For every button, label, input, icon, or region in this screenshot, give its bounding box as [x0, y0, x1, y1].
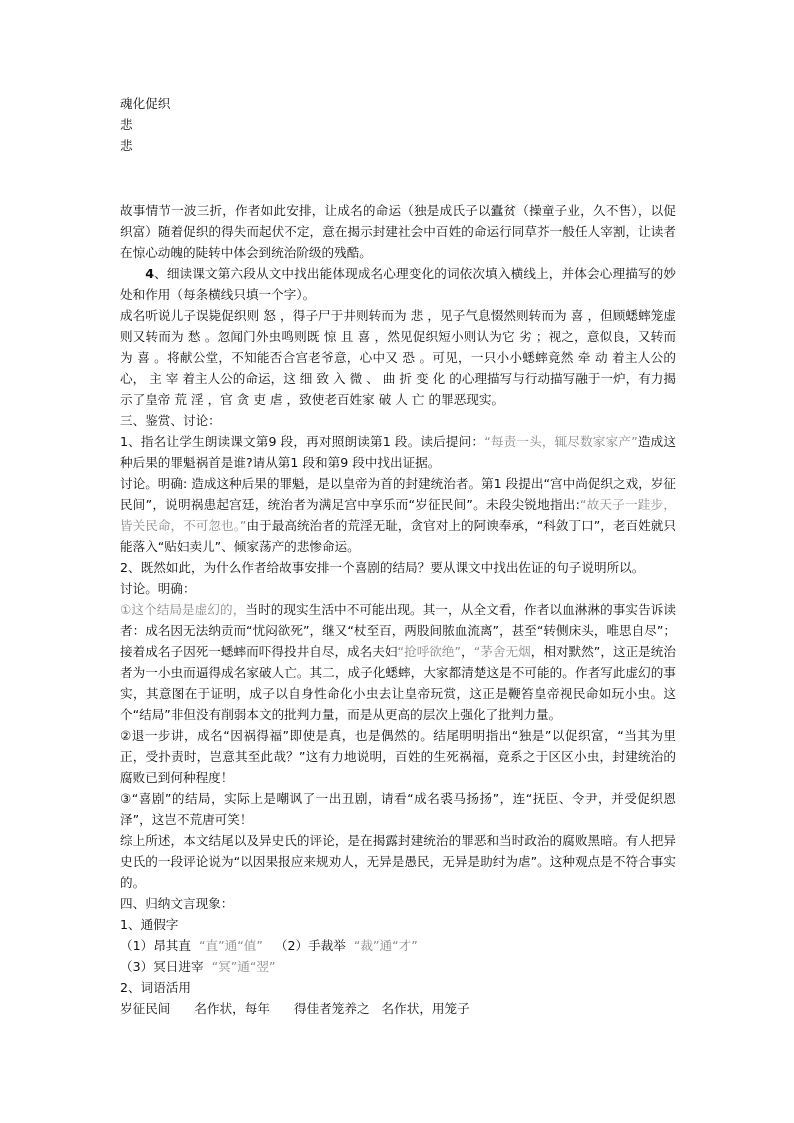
example: （1）昂其直 — [120, 938, 199, 953]
punctuation: ， — [461, 644, 474, 659]
subsection-heading: 1、通假字 — [120, 917, 179, 932]
question-4 — [120, 263, 676, 305]
fragment-line: 悲 — [120, 117, 133, 132]
conclusion-lead: ①这个结局是虚幻的， — [120, 602, 246, 617]
explanation: “直”通“值” — [199, 938, 263, 953]
quote: “茅舍无烟 — [473, 644, 531, 659]
quote: “抢呼欲绝” — [397, 644, 462, 659]
fragment-line: 魂化促织 — [120, 96, 171, 111]
example: （3）冥日进宰 — [120, 959, 212, 974]
story-paragraph: 故事情节一波三折，作者如此安排，让成名的命运（独是成氏子以蠹贫（操童子业，久不售），以促织富）随着促织的得失而起伏不定，意在揭示封建社会中百姓的命运行同草芥一般任人宰割，让读者在惊心动魄的陡转中体会到统治阶级的残酷。 — [120, 203, 676, 260]
conclusion-3: ③“喜剧”的结局，实际上是嘲讽了一出丑剧，请看“成名裘马扬扬”，连“抚臣、令尹，并受促织恩泽”，这岂不荒唐可笑！ — [120, 791, 676, 827]
question-1 — [120, 431, 676, 473]
discussion-label: 讨论。明确： — [120, 581, 196, 596]
question-2: 2、既然如此，为什么作者给故事安排一个喜剧的结局？要从课文中找出佐证的句子说明所以。 — [120, 560, 645, 575]
quote: “故天子一跬步，皆关民命，不可忽也。” — [120, 497, 676, 533]
main-content — [120, 200, 676, 1019]
explanation: “裁”通“才” — [353, 938, 418, 953]
subsection-heading: 2、词语活用 — [120, 980, 191, 995]
discussion-1 — [120, 473, 676, 557]
discussion-text: 由于最高统治者的荒淫无耻，贪官对上的阿谀奉承，“科敛丁口”，老百姓就只能落入“贴妇卖儿”、倾家荡产的悲惨命运。 — [120, 518, 676, 554]
discussion-text: 讨论。明确: 造成这种后果的罪魁，是以皇帝为首的封建统治者。第1 段提出“宫中尚促织之戏，岁征民间”，说明祸患起宫廷，统治者为满足宫中享乐而“岁征民间”。未段尖锐地指出: — [120, 476, 676, 512]
quote: “每责一头，辄尽数家家产” — [484, 434, 638, 449]
tongjia-row — [120, 956, 676, 977]
conclusion-2: ②退一步讲，成名“因祸得福”即使是真，也是偶然的。结尾明明指出“独是”以促织富，“当其为里正，受扑责时，岂意其至此哉？”这有力地说明，百姓的生死祸福，竟系之于区区小虫，封建统治的腐败已到何种程度！ — [120, 728, 676, 785]
fragment-line: 悲 — [120, 138, 133, 153]
conclusion-text: 当时的现实生活中不可能出现。其一，从全文看，作者以血淋淋的事实告诉读者：成名因无法纳贡而“忧闷欲死”，继又“杖至百，两股间脓血流离”，甚至“转侧床头，唯思自尽”；接着成名子因死一蟋蟀而吓得投井自尽，成名夫妇 — [120, 602, 676, 659]
ciyu-row: 岁征民间 名作状，每年 得佳者笼养之 名作状，用笼子 — [120, 1001, 470, 1016]
psychology-paragraph: 成名听说儿子误毙促织则 怒 ，得子尸于井则转而为 悲 ，见子气息惙然则转而为 喜 ，但顾蟋蟀笼虚则又转而为 愁 。忽闻门外虫鸣则既 惊 且 喜 ，然见促织短小则认为它 劣 ；视之，意似良，又转而为 喜 。将献公堂，不知能否合宫老爷意，心中又 恐 。可见，一只小小蟋蟀竟然 牵 动 着主人公的心， 主 宰 着主人公的命运，这 细 致 入 微 、 曲 折 变 化 的心理描写与行动描写融于一炉，有力揭示了皇帝 荒 淫 ，官 贪 吏 虐 ，致使老百姓家 破 人 亡 的罪恶现实。 — [120, 308, 676, 407]
conclusion-1 — [120, 599, 676, 725]
section-heading: 四、归纳文言现象： — [120, 896, 234, 911]
explanation: “冥”通“翌” — [211, 959, 276, 974]
conclusion-text: ，相对默然”，这正是统治者为一小虫而逼得成名家破人亡。其二，成子化蟋蟀，大家都清楚这是不可能的。作者写此虚幻的事实，其意图在于证明，成子以自身性命化小虫去让皇帝玩赏，这正是鞭笞皇帝视民命如玩小虫。这个“结局”非但没有削弱本文的批判力量，而是从更高的层次上强化了批判力量。 — [120, 644, 677, 722]
question-number: 4 — [145, 266, 154, 281]
section-heading: 三、鉴赏、讨论： — [120, 413, 221, 428]
top-fragment — [120, 93, 676, 156]
question-text: 造成这种后果的罪魁祸首是谁?请从第1 段和第9 段中找出证据。 — [120, 434, 676, 470]
summary-paragraph: 综上所述，本文结尾以及异史氏的评论，是在揭露封建统治的罪恶和当时政治的腐败黑暗。有人把异史氏的一段评论说为“以因果报应来规劝人，无异是愚民，无异是助纣为虐”。这种观点是不符合事实的。 — [120, 833, 676, 890]
example: （2）手裁举 — [262, 938, 354, 953]
tongjia-row — [120, 935, 676, 956]
question-text: 、细读课文第六段从文中找出能体现成名心理变化的词依次填入横线上，并体会心理描写的妙处和作用（每条横线只填一个字）。 — [120, 266, 676, 302]
question-text: 1、指名让学生朗读课文第9 段，再对照朗读第1 段。读后提问： — [120, 434, 485, 449]
